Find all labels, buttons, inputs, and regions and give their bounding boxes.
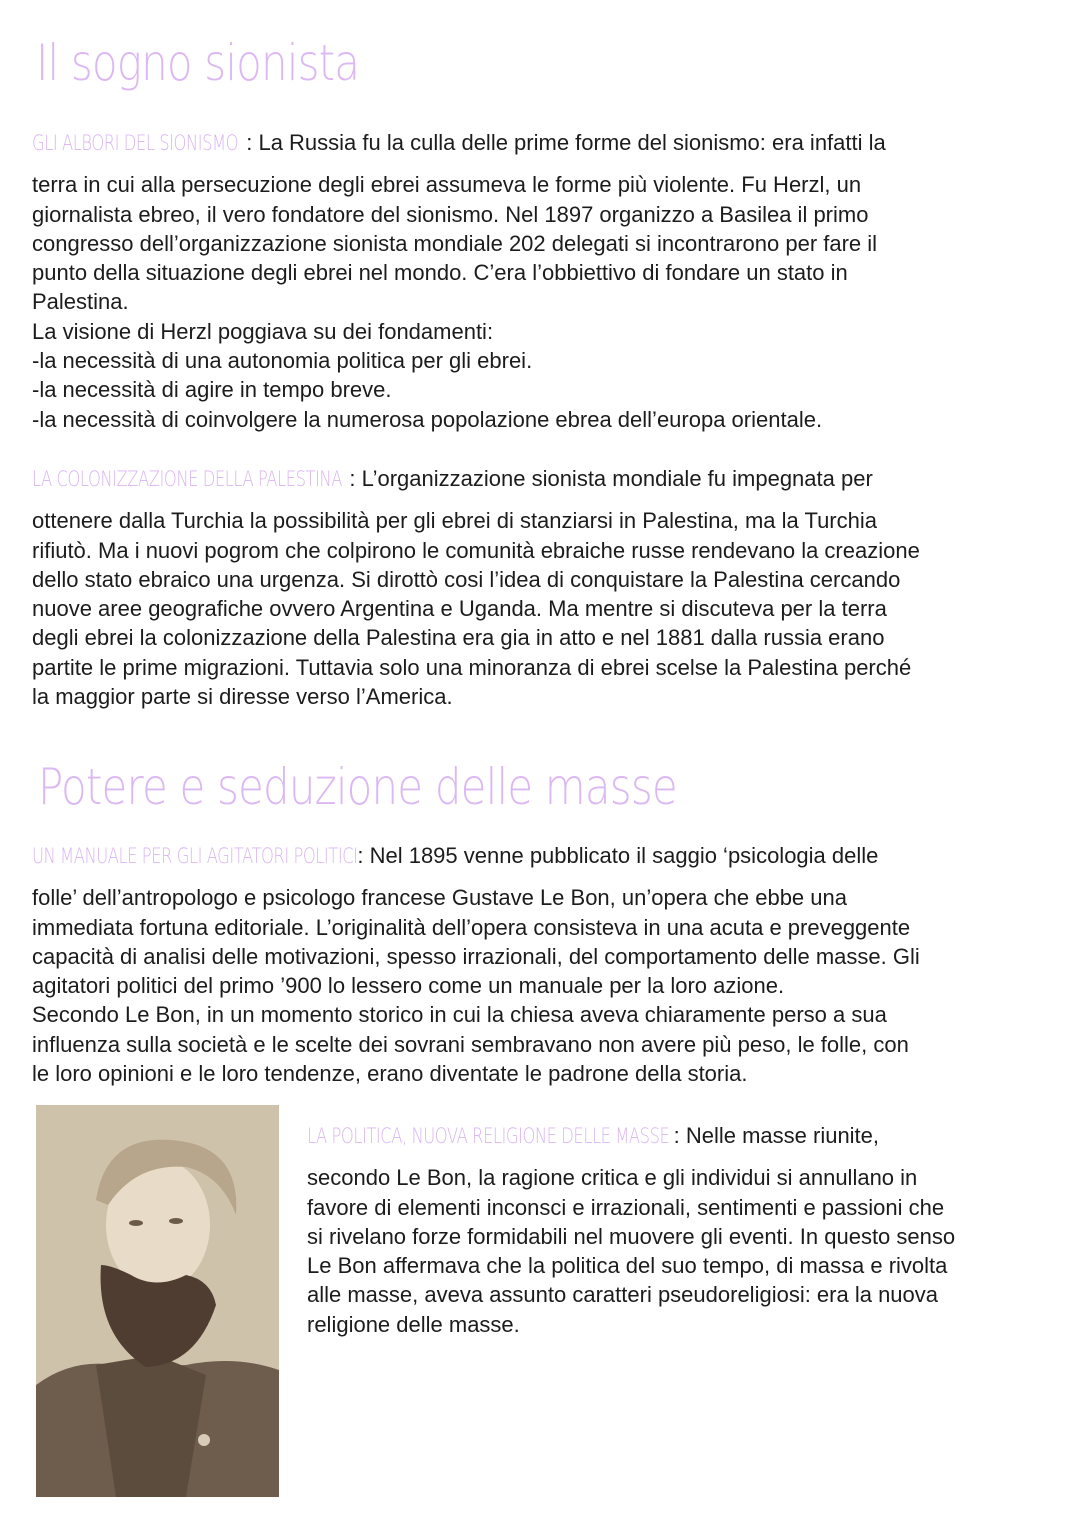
text-line: immediata fortuna editoriale. L’originalità dell’opera consisteva in una acuta e preveggente (32, 914, 911, 940)
text-line: terra in cui alla persecuzione degli ebrei assumeva le forme più violente. Fu Herzl, un (32, 172, 862, 198)
lead-text: : La Russia fu la culla delle prime forme del sionismo: era infatti la (246, 130, 886, 155)
text-line: giornalista ebreo, il vero fondatore del sionismo. Nel 1897 organizzo a Basilea il primo (32, 201, 869, 227)
paragraph-politics-new-religion (307, 1121, 1057, 1339)
text-line: si rivelano forze formidabili nel muovere gli eventi. In questo senso (307, 1223, 956, 1249)
text-line: punto della situazione degli ebrei nel mondo. C’era l’obbiettivo di fondare un stato in (32, 260, 848, 286)
text-line: La visione di Herzl poggiava su dei fondamenti: (32, 318, 494, 344)
paragraph-lead (32, 841, 1052, 871)
section-title-power-of-masses: Potere e seduzione delle masse (38, 758, 677, 816)
portrait-photo-le-bon (36, 1105, 279, 1497)
text-line: influenza sulla società e le scelte dei sovrani sembravano non avere più peso, le folle, con (32, 1031, 909, 1057)
paragraph-lead (32, 128, 1052, 158)
lead-text: : Nel 1895 venne pubblicato il saggio ‘psicologia delle (357, 843, 879, 868)
text-line: le loro opinioni e le loro tendenze, erano diventate le padrone della storia. (32, 1061, 748, 1087)
portrait-illustration (36, 1105, 279, 1497)
list-item: -la necessità di una autonomia politica per gli ebrei. (32, 348, 533, 374)
text-line: capacità di analisi delle motivazioni, spesso irrazionali, del comportamento delle masse. Gli (32, 943, 920, 969)
text-line: congresso dell’organizzazione sionista mondiale 202 delegati si incontrarono per fare il (32, 230, 878, 256)
text-line: dello stato ebraico una urgenza. Si dirottò cosi l’idea di conquistare la Palestina cercando (32, 566, 901, 592)
text-line: religione delle masse. (307, 1311, 520, 1337)
text-line: favore di elementi inconsci e irrazionali, sentimenti e passioni che (307, 1194, 945, 1220)
text-line: Palestina. (32, 289, 129, 315)
paragraph-lead (307, 1121, 1057, 1151)
text-line: agitatori politici del primo ’900 lo lessero come un manuale per la loro azione. (32, 973, 785, 999)
subheading-label: UN MANUALE PER GLI AGITATORI POLITICI (32, 844, 358, 868)
text-line: degli ebrei la colonizzazione della Palestina era gia in atto e nel 1881 dalla russia erano (32, 625, 885, 651)
paragraph-colonization-of-palestine (32, 464, 1052, 711)
lead-text: : Nelle masse riunite, (673, 1123, 880, 1148)
paragraph-origins-of-zionism (32, 128, 1052, 434)
text-line: secondo Le Bon, la ragione critica e gli individui si annullano in (307, 1165, 918, 1191)
lead-text: : L’organizzazione sionista mondiale fu impegnata per (349, 466, 873, 491)
text-line: rifiutò. Ma i nuovi pogrom che colpirono le comunità ebraiche russe rendevano la creazione (32, 537, 920, 563)
text-line: ottenere dalla Turchia la possibilità per gli ebrei di stanziarsi in Palestina, ma la Turchia (32, 508, 877, 534)
text-line: alle masse, aveva assunto caratteri pseudoreligiosi: era la nuova (307, 1282, 939, 1308)
subheading-label: LA POLITICA, NUOVA RELIGIONE DELLE MASSE (307, 1124, 670, 1148)
text-line: partite le prime migrazioni. Tuttavia solo una minoranza di ebrei scelse la Palestina perché (32, 654, 912, 680)
text-line: folle’ dell’antropologo e psicologo francese Gustave Le Bon, un’opera che ebbe una (32, 885, 847, 911)
list-item: -la necessità di agire in tempo breve. (32, 377, 392, 403)
list-item: -la necessità di coinvolgere la numerosa popolazione ebrea dell’europa orientale. (32, 406, 823, 432)
paragraph-lead (32, 464, 1052, 494)
subheading-label: LA COLONIZZAZIONE DELLA PALESTINA (32, 467, 342, 491)
section-title-zionist-dream: Il sogno sionista (36, 34, 360, 92)
text-line: nuove aree geografiche ovvero Argentina e Uganda. Ma mentre si discuteva per la terra (32, 596, 887, 622)
text-line: la maggior parte si diresse verso l’America. (32, 684, 453, 710)
text-line: Le Bon affermava che la politica del suo tempo, di massa e rivolta (307, 1253, 948, 1279)
text-line: Secondo Le Bon, in un momento storico in cui la chiesa aveva chiaramente perso a sua (32, 1002, 887, 1028)
paragraph-manual-for-agitators (32, 841, 1052, 1088)
subheading-label: GLI ALBORI DEL SIONISMO (32, 131, 239, 155)
